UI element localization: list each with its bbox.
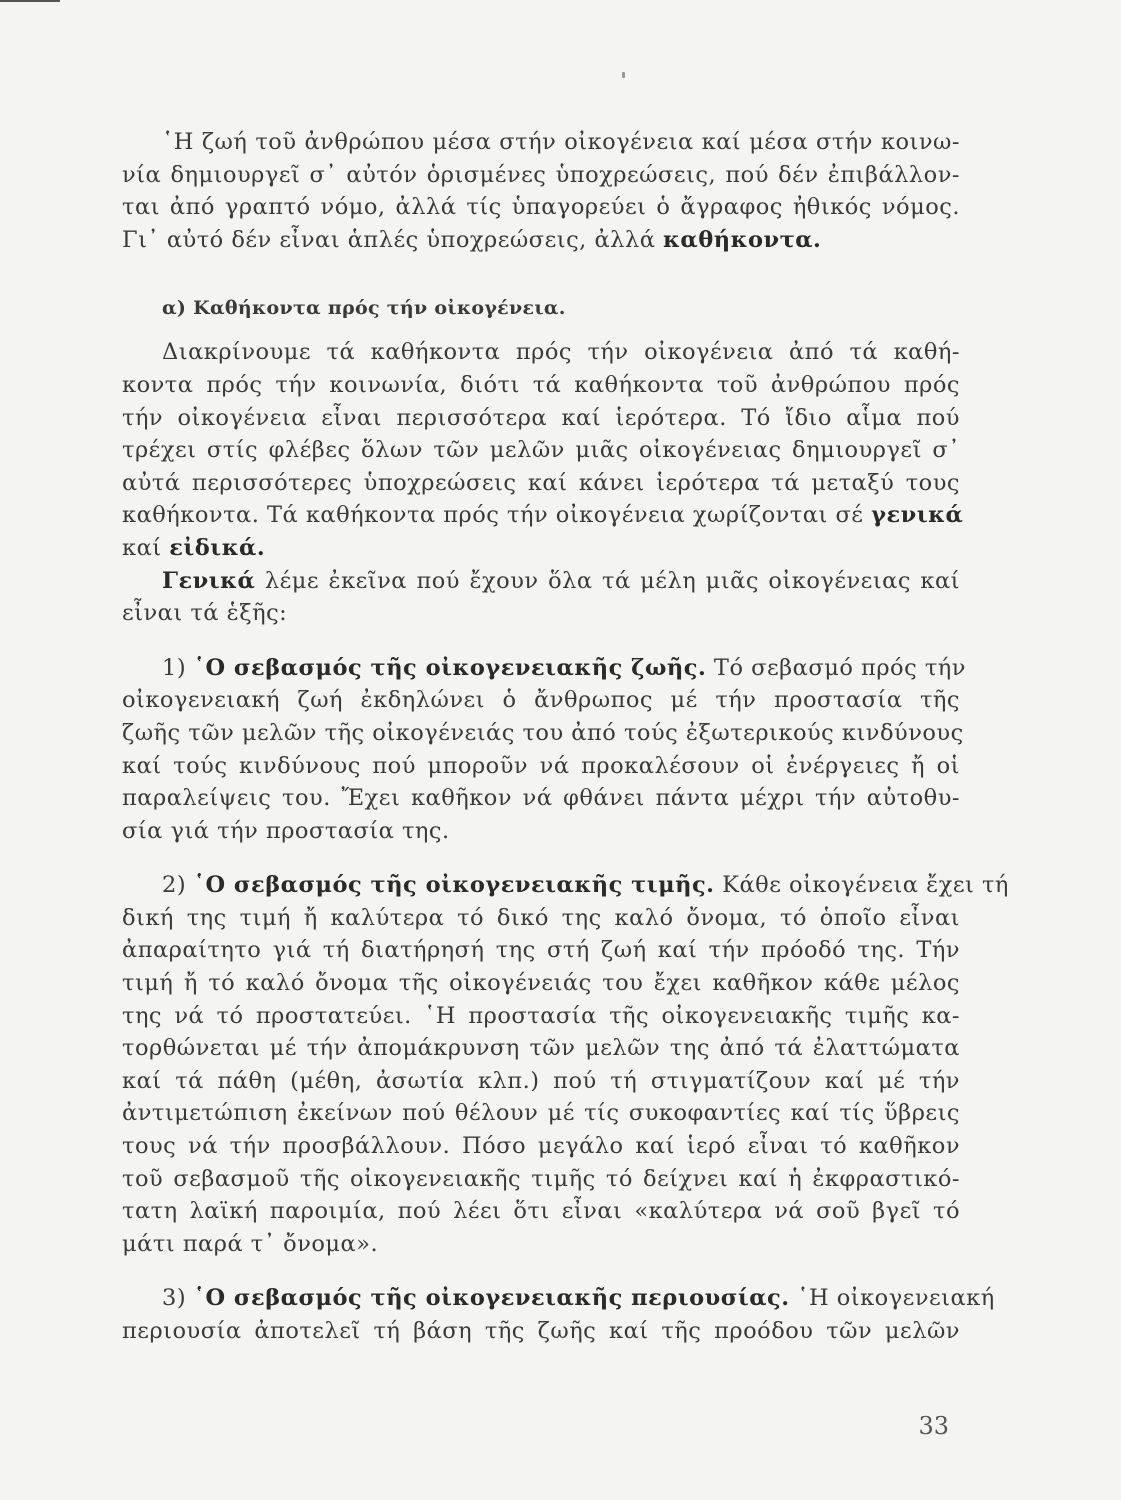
text-line: [122, 224, 960, 257]
item-title: ῾Ο σεβασμός τῆς οἰκογενειακῆς ζωῆς.: [193, 654, 707, 681]
emphasis-duties: καθήκοντα.: [663, 226, 822, 253]
emphasis-general-lead: Γενικά: [162, 567, 256, 594]
text-line: νία δημιουργεῖ σ᾿ αὐτόν ὁρισμένες ὑποχρεώσεις, πού δέν ἐπιβάλλον-: [122, 161, 960, 188]
text-line: τους νά τήν προσβάλλουν. Πόσο μεγάλο καί ἱερό εἶναι τό καθῆκον: [122, 1133, 960, 1160]
text-line: καί τά πάθη (μέθη, ἀσωτία κλπ.) πού τή στιγματίζουν καί μέ τήν: [122, 1067, 960, 1094]
item-title: ῾Ο σεβασμός τῆς οἰκογενειακῆς τιμῆς.: [193, 872, 715, 899]
text-line: [122, 1282, 995, 1315]
list-item-2: [122, 869, 1009, 1260]
text-line: μάτι παρά τ᾿ ὄνομα».: [122, 1230, 379, 1257]
text-line: [122, 652, 966, 685]
paragraph-family-duties: [122, 336, 964, 564]
text-line: ῾Η ζωή τοῦ ἀνθρώπου μέσα στήν οἰκογένεια καί μέσα στήν κοινω-: [162, 129, 960, 155]
ink-speck: [622, 72, 625, 78]
text-line: της νά τό προστατεύει. ῾Η προστασία τῆς οἰκογενειακῆς τιμῆς κα-: [122, 1002, 960, 1029]
text-line: [122, 499, 964, 532]
page-body: [122, 126, 1009, 1348]
text-line: παραλείψεις του. Ἔχει καθῆκον νά φθάνει πάντα μέχρι τήν αὐτοθυ-: [122, 785, 960, 812]
text-line: δική της τιμή ἤ καλύτερα τό δικό της καλό ὄνομα, τό ὁποῖο εἶναι: [122, 904, 960, 931]
emphasis-specific: εἰδικά.: [169, 534, 266, 561]
intro-paragraph: [122, 126, 960, 256]
scan-edge-mark: [0, 0, 60, 2]
text-line: τορθώνεται μέ τήν ἀπομάκρυνση τῶν μελῶν της ἀπό τά ἐλαττώματα: [122, 1035, 960, 1062]
text-line: εἶναι τά ἑξῆς:: [122, 600, 288, 627]
list-item-1: [122, 652, 966, 848]
list-item-3: [122, 1282, 995, 1347]
text-span: Γι᾿ αὐτό δέν εἶναι ἁπλές ὑποχρεώσεις, ἀλλά: [122, 226, 664, 253]
text-span: καί: [122, 534, 170, 561]
text-span: καθήκοντα. Τά καθήκοντα πρός τήν οἰκογένεια χωρίζονται σέ: [122, 502, 872, 529]
text-span: Κάθε οἰκογένεια ἔχει τή: [714, 872, 1009, 899]
text-span: ῾Η οἰκογενειακή: [789, 1285, 995, 1312]
text-line: ζωῆς τῶν μελῶν τῆς οἰκογένειάς του ἀπό τούς ἐξωτερικούς κινδύνους: [122, 719, 964, 746]
text-line: ἀντιμετώπιση ἐκείνων πού θέλουν μέ τίς συκοφαντίες καί τίς ὕβρεις: [122, 1100, 960, 1127]
text-line: περιουσία ἀποτελεῖ τή βάση τῆς ζωῆς καί τῆς προόδου τῶν μελῶν: [122, 1318, 960, 1344]
section-heading-a: α) Καθήκοντα πρός τήν οἰκογένεια.: [162, 297, 566, 320]
text-line: [122, 565, 960, 598]
text-line: αὐτά περισσότερες ὑποχρεώσεις καί κάνει ἱερότερα τά μεταξύ τους: [122, 469, 960, 496]
text-line: κοντα πρός τήν κοινωνία, διότι τά καθήκοντα τοῦ ἀνθρώπου πρός: [122, 371, 960, 398]
page-number: 33: [918, 1412, 949, 1440]
item-title: ῾Ο σεβασμός τῆς οἰκογενειακῆς περιουσίας.: [193, 1285, 790, 1312]
item-number: 3): [162, 1285, 194, 1312]
text-line: σία γιά τήν προστασία της.: [122, 817, 450, 844]
text-line: τιμή ἤ τό καλό ὄνομα τῆς οἰκογένειάς του ἔχει καθῆκον κάθε μέλος: [122, 970, 960, 997]
item-number: 2): [162, 872, 194, 899]
text-line: [122, 532, 960, 565]
text-line: ἀπαραίτητο γιά τή διατήρησή της στή ζωή καί τήν πρόοδό της. Τήν: [122, 937, 960, 964]
text-span: Τό σεβασμό πρός τήν: [706, 654, 966, 681]
text-line: τατη λαϊκή παροιμία, πού λέει ὅτι εἶναι «καλύτερα νά σοῦ βγεῖ τό: [122, 1198, 960, 1225]
text-line: ται ἀπό γραπτό νόμο, ἀλλά τίς ὑπαγορεύει ὁ ἄγραφος ἠθικός νόμος.: [122, 194, 960, 221]
text-line: τήν οἰκογένεια εἶναι περισσότερα καί ἱερότερα. Τό ἴδιο αἷμα πού: [122, 404, 960, 431]
text-line: οἰκογενειακή ζωή ἐκδηλώνει ὁ ἄνθρωπος μέ τήν προστασία τῆς: [122, 687, 960, 714]
item-number: 1): [162, 654, 194, 681]
text-span: λέμε ἐκεῖνα πού ἔχουν ὅλα τά μέλη μιᾶς οἰκογένειας καί: [255, 567, 960, 594]
text-line: τοῦ σεβασμοῦ τῆς οἰκογενειακῆς τιμῆς τό δείχνει καί ἡ ἐκφραστικό-: [122, 1165, 960, 1192]
text-line: τρέχει στίς φλέβες ὅλων τῶν μελῶν μιᾶς οἰκογένειας δημιουργεῖ σ᾿: [122, 437, 960, 464]
paragraph-general: [122, 565, 960, 630]
text-line: Διακρίνουμε τά καθήκοντα πρός τήν οἰκογένεια ἀπό τά καθή-: [162, 339, 960, 366]
text-line: καί τούς κινδύνους πού μποροῦν νά προκαλέσουν οἱ ἐνέργειες ἤ οἱ: [122, 752, 960, 779]
emphasis-general: γενικά: [871, 502, 964, 529]
text-line: [122, 869, 1009, 902]
